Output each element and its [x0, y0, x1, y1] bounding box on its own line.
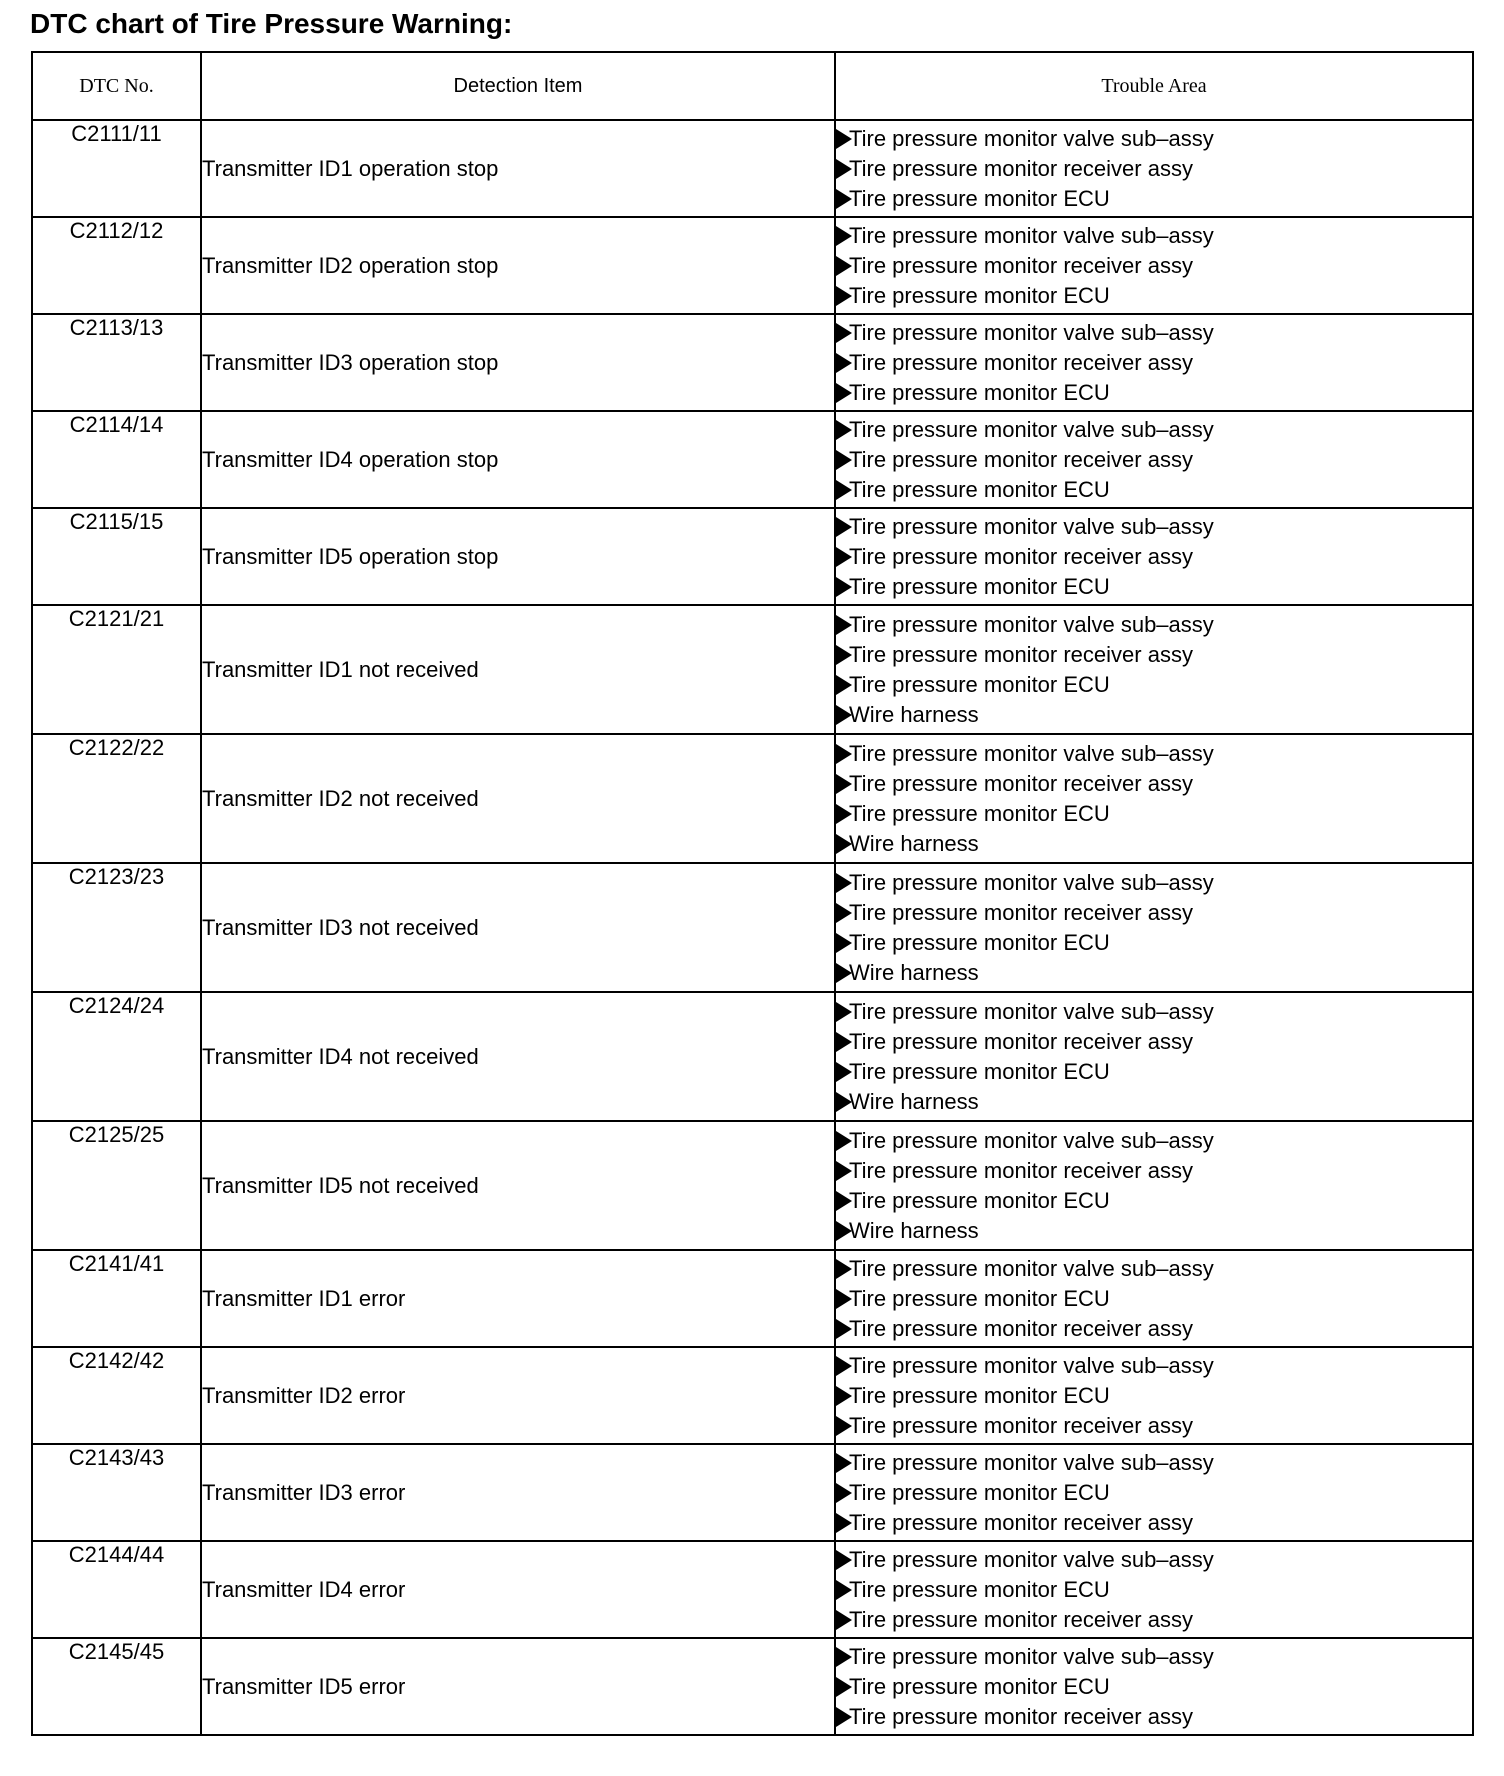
trouble-area-text: Tire pressure monitor valve sub–assy — [849, 1449, 1214, 1475]
trouble-area-text: Wire harness — [849, 830, 979, 856]
trouble-area-item — [836, 1087, 1472, 1117]
trouble-area-text: Tire pressure monitor receiver assy — [849, 252, 1193, 278]
trouble-area-item — [836, 475, 1472, 505]
dtc-table — [31, 51, 1474, 1736]
detection-item: Transmitter ID2 error — [201, 1347, 835, 1444]
trouble-area-item — [836, 1284, 1472, 1314]
trouble-area-list — [835, 508, 1473, 605]
trouble-area-text: Tire pressure monitor ECU — [849, 282, 1110, 308]
table-row — [32, 1541, 1473, 1638]
detection-item: Transmitter ID2 operation stop — [201, 217, 835, 314]
trouble-area-text: Tire pressure monitor valve sub–assy — [849, 1255, 1214, 1281]
trouble-area-text: Tire pressure monitor valve sub–assy — [849, 1127, 1214, 1153]
trouble-area-item — [836, 1545, 1472, 1575]
dtc-code: C2115/15 — [32, 508, 201, 605]
table-row — [32, 1444, 1473, 1541]
table-row — [32, 734, 1473, 863]
trouble-area-text: Tire pressure monitor receiver assy — [849, 770, 1193, 796]
detection-item: Transmitter ID1 operation stop — [201, 120, 835, 217]
table-row — [32, 1250, 1473, 1347]
trouble-area-text: Tire pressure monitor receiver assy — [849, 446, 1193, 472]
trouble-area-text: Tire pressure monitor receiver assy — [849, 543, 1193, 569]
trouble-area-item — [836, 1314, 1472, 1344]
trouble-area-item — [836, 928, 1472, 958]
detection-item: Transmitter ID1 not received — [201, 605, 835, 734]
detection-item: Transmitter ID3 not received — [201, 863, 835, 992]
trouble-area-list — [835, 120, 1473, 217]
table-row — [32, 120, 1473, 217]
trouble-area-list — [835, 1250, 1473, 1347]
table-row — [32, 1347, 1473, 1444]
table-row — [32, 217, 1473, 314]
trouble-area-item — [836, 1448, 1472, 1478]
trouble-area-list — [835, 1444, 1473, 1541]
dtc-code: C2122/22 — [32, 734, 201, 863]
trouble-area-item — [836, 610, 1472, 640]
trouble-area-text: Tire pressure monitor valve sub–assy — [849, 416, 1214, 442]
trouble-area-list — [835, 314, 1473, 411]
trouble-area-text: Wire harness — [849, 1088, 979, 1114]
trouble-area-item — [836, 184, 1472, 214]
trouble-area-list — [835, 1347, 1473, 1444]
detection-item: Transmitter ID5 not received — [201, 1121, 835, 1250]
header-detection-item: Detection Item — [201, 52, 835, 120]
trouble-area-text: Tire pressure monitor ECU — [849, 1673, 1110, 1699]
trouble-area-list — [835, 992, 1473, 1121]
detection-item: Transmitter ID4 error — [201, 1541, 835, 1638]
trouble-area-item — [836, 898, 1472, 928]
trouble-area-list — [835, 217, 1473, 314]
dtc-code: C2144/44 — [32, 1541, 201, 1638]
trouble-area-item — [836, 318, 1472, 348]
trouble-area-text: Tire pressure monitor receiver assy — [849, 1028, 1193, 1054]
trouble-area-text: Tire pressure monitor valve sub–assy — [849, 513, 1214, 539]
trouble-area-text: Wire harness — [849, 1217, 979, 1243]
dtc-code: C2124/24 — [32, 992, 201, 1121]
table-row — [32, 863, 1473, 992]
table-row — [32, 605, 1473, 734]
trouble-area-text: Tire pressure monitor ECU — [849, 476, 1110, 502]
trouble-area-text: Tire pressure monitor receiver assy — [849, 1509, 1193, 1535]
trouble-area-item — [836, 542, 1472, 572]
trouble-area-item — [836, 640, 1472, 670]
trouble-area-text: Tire pressure monitor valve sub–assy — [849, 1546, 1214, 1572]
table-header-row — [32, 52, 1473, 120]
trouble-area-text: Tire pressure monitor receiver assy — [849, 1703, 1193, 1729]
trouble-area-item — [836, 1057, 1472, 1087]
detection-item: Transmitter ID2 not received — [201, 734, 835, 863]
table-body — [32, 120, 1473, 1735]
trouble-area-text: Tire pressure monitor valve sub–assy — [849, 1352, 1214, 1378]
trouble-area-list — [835, 411, 1473, 508]
detection-item: Transmitter ID3 error — [201, 1444, 835, 1541]
dtc-code: C2114/14 — [32, 411, 201, 508]
trouble-area-item — [836, 1216, 1472, 1246]
trouble-area-text: Tire pressure monitor receiver assy — [849, 899, 1193, 925]
trouble-area-text: Tire pressure monitor ECU — [849, 800, 1110, 826]
dtc-code: C2111/11 — [32, 120, 201, 217]
dtc-code: C2142/42 — [32, 1347, 201, 1444]
trouble-area-item — [836, 1672, 1472, 1702]
trouble-area-item — [836, 1351, 1472, 1381]
detection-item: Transmitter ID4 operation stop — [201, 411, 835, 508]
trouble-area-item — [836, 1381, 1472, 1411]
trouble-area-item — [836, 1605, 1472, 1635]
dtc-code: C2123/23 — [32, 863, 201, 992]
trouble-area-text: Tire pressure monitor ECU — [849, 1576, 1110, 1602]
trouble-area-item — [836, 281, 1472, 311]
trouble-area-item — [836, 378, 1472, 408]
trouble-area-item — [836, 415, 1472, 445]
trouble-area-list — [835, 734, 1473, 863]
trouble-area-text: Tire pressure monitor ECU — [849, 1285, 1110, 1311]
trouble-area-item — [836, 445, 1472, 475]
trouble-area-text: Tire pressure monitor ECU — [849, 929, 1110, 955]
trouble-area-text: Tire pressure monitor receiver assy — [849, 641, 1193, 667]
trouble-area-list — [835, 1541, 1473, 1638]
dtc-code: C2121/21 — [32, 605, 201, 734]
dtc-code: C2113/13 — [32, 314, 201, 411]
dtc-code: C2145/45 — [32, 1638, 201, 1735]
trouble-area-item — [836, 251, 1472, 281]
trouble-area-item — [836, 512, 1472, 542]
header-dtc-no: DTC No. — [32, 52, 201, 120]
trouble-area-text: Tire pressure monitor receiver assy — [849, 1157, 1193, 1183]
trouble-area-item — [836, 769, 1472, 799]
table-row — [32, 1121, 1473, 1250]
trouble-area-list — [835, 863, 1473, 992]
table-row — [32, 314, 1473, 411]
trouble-area-list — [835, 1121, 1473, 1250]
header-trouble-area: Trouble Area — [835, 52, 1473, 120]
trouble-area-text: Tire pressure monitor ECU — [849, 185, 1110, 211]
trouble-area-item — [836, 829, 1472, 859]
trouble-area-item — [836, 670, 1472, 700]
trouble-area-text: Tire pressure monitor receiver assy — [849, 1606, 1193, 1632]
table-row — [32, 411, 1473, 508]
table-row — [32, 508, 1473, 605]
trouble-area-text: Tire pressure monitor receiver assy — [849, 1315, 1193, 1341]
trouble-area-text: Tire pressure monitor valve sub–assy — [849, 222, 1214, 248]
trouble-area-text: Tire pressure monitor valve sub–assy — [849, 125, 1214, 151]
trouble-area-text: Tire pressure monitor receiver assy — [849, 349, 1193, 375]
trouble-area-text: Tire pressure monitor ECU — [849, 379, 1110, 405]
trouble-area-item — [836, 1126, 1472, 1156]
trouble-area-text: Tire pressure monitor valve sub–assy — [849, 319, 1214, 345]
trouble-area-item — [836, 1478, 1472, 1508]
trouble-area-text: Tire pressure monitor ECU — [849, 573, 1110, 599]
trouble-area-item — [836, 1642, 1472, 1672]
trouble-area-item — [836, 1575, 1472, 1605]
table-row — [32, 992, 1473, 1121]
trouble-area-text: Tire pressure monitor ECU — [849, 1382, 1110, 1408]
dtc-code: C2143/43 — [32, 1444, 201, 1541]
detection-item: Transmitter ID5 operation stop — [201, 508, 835, 605]
trouble-area-text: Tire pressure monitor ECU — [849, 1187, 1110, 1213]
trouble-area-item — [836, 348, 1472, 378]
trouble-area-text: Tire pressure monitor ECU — [849, 671, 1110, 697]
trouble-area-text: Wire harness — [849, 959, 979, 985]
trouble-area-text: Tire pressure monitor valve sub–assy — [849, 869, 1214, 895]
detection-item: Transmitter ID5 error — [201, 1638, 835, 1735]
trouble-area-item — [836, 572, 1472, 602]
trouble-area-item — [836, 221, 1472, 251]
trouble-area-text: Tire pressure monitor ECU — [849, 1058, 1110, 1084]
trouble-area-item — [836, 1508, 1472, 1538]
detection-item: Transmitter ID3 operation stop — [201, 314, 835, 411]
trouble-area-text: Tire pressure monitor valve sub–assy — [849, 1643, 1214, 1669]
trouble-area-list — [835, 605, 1473, 734]
dtc-code: C2141/41 — [32, 1250, 201, 1347]
trouble-area-text: Tire pressure monitor ECU — [849, 1479, 1110, 1505]
trouble-area-item — [836, 1702, 1472, 1732]
trouble-area-text: Tire pressure monitor receiver assy — [849, 1412, 1193, 1438]
trouble-area-item — [836, 124, 1472, 154]
trouble-area-item — [836, 1156, 1472, 1186]
trouble-area-item — [836, 958, 1472, 988]
trouble-area-text: Tire pressure monitor valve sub–assy — [849, 998, 1214, 1024]
dtc-code: C2112/12 — [32, 217, 201, 314]
trouble-area-list — [835, 1638, 1473, 1735]
detection-item: Transmitter ID4 not received — [201, 992, 835, 1121]
trouble-area-item — [836, 1254, 1472, 1284]
trouble-area-text: Tire pressure monitor receiver assy — [849, 155, 1193, 181]
trouble-area-item — [836, 1411, 1472, 1441]
trouble-area-text: Tire pressure monitor valve sub–assy — [849, 611, 1214, 637]
trouble-area-item — [836, 739, 1472, 769]
detection-item: Transmitter ID1 error — [201, 1250, 835, 1347]
trouble-area-item — [836, 1027, 1472, 1057]
trouble-area-item — [836, 700, 1472, 730]
page-title: DTC chart of Tire Pressure Warning: — [30, 8, 513, 39]
trouble-area-item — [836, 1186, 1472, 1216]
trouble-area-text: Tire pressure monitor valve sub–assy — [849, 740, 1214, 766]
table-row — [32, 1638, 1473, 1735]
trouble-area-text: Wire harness — [849, 701, 979, 727]
dtc-code: C2125/25 — [32, 1121, 201, 1250]
trouble-area-item — [836, 868, 1472, 898]
trouble-area-item — [836, 154, 1472, 184]
trouble-area-item — [836, 799, 1472, 829]
trouble-area-item — [836, 997, 1472, 1027]
